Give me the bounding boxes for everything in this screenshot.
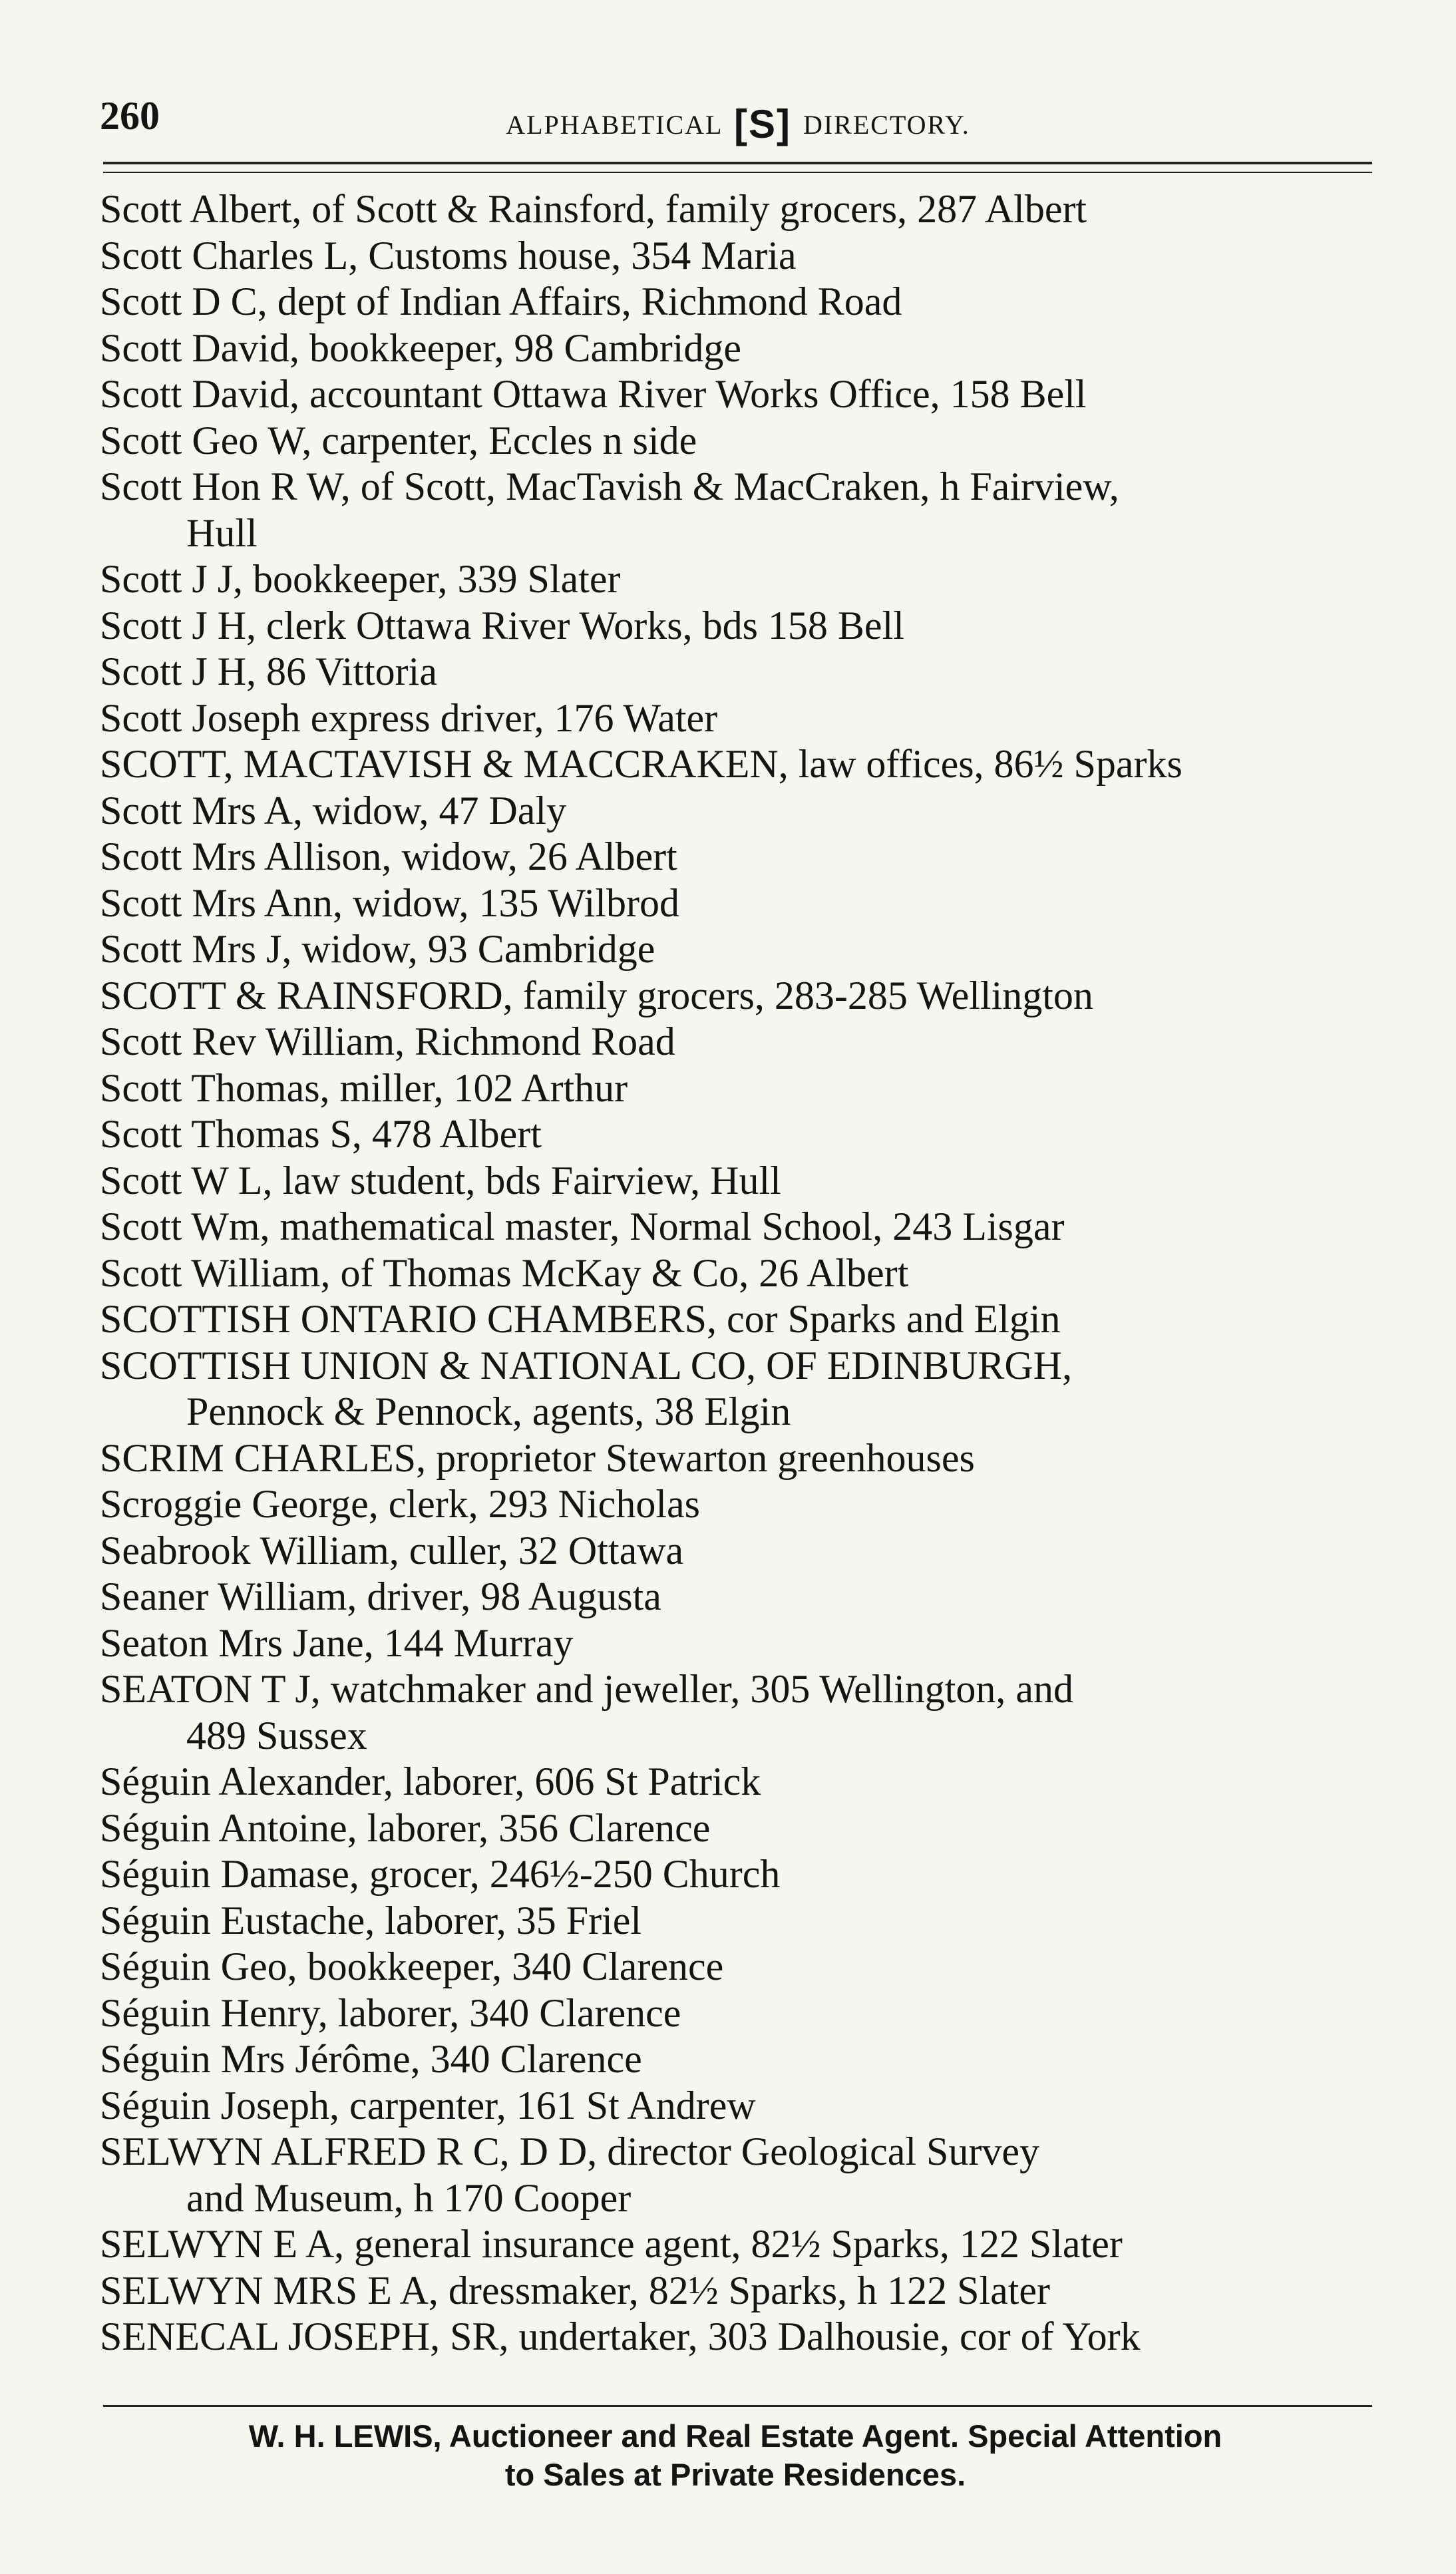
directory-entry	[100, 2083, 1391, 2129]
advertisement-footer	[80, 2417, 1391, 2494]
entry-text: Seaton Mrs Jane, 144 Murray	[100, 1620, 574, 1665]
entry-text: Scott Albert, of Scott & Rainsford, family grocers, 287 Albert	[100, 187, 1087, 231]
entry-text: Scott Wm, mathematical master, Normal School, 243 Lisgar	[100, 1204, 1065, 1248]
directory-entry	[100, 464, 1391, 556]
entry-text: SELWYN MRS E A, dressmaker, 82½ Sparks, h 122 Slater	[100, 2268, 1051, 2312]
entry-text: Scott D C, dept of Indian Affairs, Richmond Road	[100, 279, 902, 323]
directory-entry	[100, 371, 1391, 418]
directory-entry	[100, 695, 1391, 742]
directory-entry	[100, 1898, 1391, 1944]
entry-text: Scott Thomas, miller, 102 Arthur	[100, 1065, 628, 1110]
directory-entry	[100, 186, 1391, 233]
directory-entry	[100, 325, 1391, 372]
running-title-left: ALPHABETICAL	[506, 110, 722, 140]
entry-text: Scott Hon R W, of Scott, MacTavish & MacCraken, h Fairview,	[100, 464, 1119, 508]
entry-text: Séguin Henry, laborer, 340 Clarence	[100, 1990, 681, 2035]
entry-text: Scott David, accountant Ottawa River Works Office, 158 Bell	[100, 372, 1087, 416]
page-header	[100, 93, 1376, 146]
entry-text: Séguin Alexander, laborer, 606 St Patrick	[100, 1759, 761, 1803]
entry-text: Scott J H, clerk Ottawa River Works, bds 158 Bell	[100, 603, 904, 647]
entry-text: Seaner William, driver, 98 Augusta	[100, 1574, 661, 1618]
entry-text: Scott J J, bookkeeper, 339 Slater	[100, 557, 621, 601]
entry-text: Scott Thomas S, 478 Albert	[100, 1112, 542, 1156]
entry-text: SCRIM CHARLES, proprietor Stewarton greenhouses	[100, 1435, 975, 1480]
entry-text: Scroggie George, clerk, 293 Nicholas	[100, 1482, 700, 1526]
entry-text: SCOTTISH ONTARIO CHAMBERS, cor Sparks and Elgin	[100, 1297, 1061, 1341]
directory-entry	[100, 1666, 1391, 1759]
directory-entry	[100, 973, 1391, 1019]
running-title-right: DIRECTORY.	[803, 110, 970, 140]
directory-entry	[100, 1019, 1391, 1065]
entry-continuation: Hull	[186, 510, 258, 555]
advertisement-line-2: to Sales at Private Residences.	[504, 2457, 966, 2492]
directory-entry	[100, 2221, 1391, 2268]
directory-entry	[100, 1250, 1391, 1297]
entry-text: Scott Mrs A, widow, 47 Daly	[100, 788, 567, 832]
entry-text: Séguin Eustache, laborer, 35 Friel	[100, 1898, 642, 1942]
directory-entry	[100, 1065, 1391, 1112]
entry-text: SCOTTISH UNION & NATIONAL CO, OF EDINBURGH,	[100, 1343, 1073, 1387]
directory-entry	[100, 1343, 1391, 1435]
entry-text: Scott Mrs Allison, widow, 26 Albert	[100, 834, 677, 878]
directory-entry	[100, 1481, 1391, 1528]
directory-entry	[100, 1944, 1391, 1990]
directory-entry	[100, 1620, 1391, 1667]
directory-entry	[100, 2268, 1391, 2314]
directory-entry	[100, 788, 1391, 834]
directory-entry	[100, 1435, 1391, 1482]
section-letter: [S]	[733, 102, 791, 146]
page-number: 260	[100, 94, 160, 138]
directory-entry	[100, 2129, 1391, 2221]
entry-text: Scott J H, 86 Vittoria	[100, 649, 437, 693]
entry-text: Scott Rev William, Richmond Road	[100, 1019, 675, 1063]
directory-entry	[100, 834, 1391, 880]
directory-entry	[100, 1759, 1391, 1805]
entry-text: Scott Charles L, Customs house, 354 Maria	[100, 233, 797, 277]
entry-text: SCOTT & RAINSFORD, family grocers, 283-285 Wellington	[100, 973, 1093, 1017]
entry-text: Séguin Mrs Jérôme, 340 Clarence	[100, 2037, 642, 2081]
directory-entry	[100, 2314, 1391, 2360]
directory-entry	[100, 279, 1391, 325]
directory-entry	[100, 880, 1391, 927]
directory-entry	[100, 649, 1391, 695]
header-rule-thick	[103, 162, 1372, 164]
directory-entry	[100, 233, 1391, 279]
entry-text: SEATON T J, watchmaker and jeweller, 305 Wellington, and	[100, 1667, 1074, 1711]
entry-text: SELWYN E A, general insurance agent, 82½ Sparks, 122 Slater	[100, 2222, 1123, 2266]
entry-text: Scott Mrs J, widow, 93 Cambridge	[100, 927, 655, 971]
directory-entry	[100, 1204, 1391, 1250]
entry-text: Seabrook William, culler, 32 Ottawa	[100, 1528, 684, 1572]
directory-entry	[100, 2036, 1391, 2083]
directory-entry	[100, 1158, 1391, 1204]
entry-text: Scott William, of Thomas McKay & Co, 26 Albert	[100, 1250, 909, 1295]
header-rule-thin	[103, 172, 1372, 173]
entry-text: SENECAL JOSEPH, SR, undertaker, 303 Dalhousie, cor of York	[100, 2314, 1141, 2358]
advertisement-line-1: W. H. LEWIS, Auctioneer and Real Estate Agent. Special Attention	[248, 2418, 1222, 2454]
entry-text: Scott David, bookkeeper, 98 Cambridge	[100, 325, 742, 370]
entry-text: SCOTT, MACTAVISH & MACCRAKEN, law offices, 86½ Sparks	[100, 742, 1183, 786]
directory-entry	[100, 418, 1391, 464]
entry-text: Séguin Antoine, laborer, 356 Clarence	[100, 1805, 711, 1850]
directory-entry	[100, 1990, 1391, 2037]
directory-entry	[100, 1111, 1391, 1158]
entry-text: Séguin Damase, grocer, 246½-250 Church	[100, 1852, 781, 1896]
directory-entry	[100, 1805, 1391, 1852]
directory-entry	[100, 556, 1391, 603]
entry-continuation: and Museum, h 170 Cooper	[186, 2175, 632, 2220]
entry-text: Scott Geo W, carpenter, Eccles n side	[100, 418, 697, 462]
directory-entry	[100, 926, 1391, 973]
entry-text: SELWYN ALFRED R C, D D, director Geological Survey	[100, 2129, 1040, 2173]
directory-entry	[100, 1296, 1391, 1343]
directory-entry	[100, 1528, 1391, 1574]
entry-continuation: Pennock & Pennock, agents, 38 Elgin	[186, 1389, 791, 1433]
directory-entries	[100, 186, 1391, 2360]
footer-rule	[103, 2405, 1372, 2407]
entry-text: Scott Joseph express driver, 176 Water	[100, 695, 718, 740]
directory-entry	[100, 741, 1391, 788]
entry-text: Scott Mrs Ann, widow, 135 Wilbrod	[100, 880, 679, 925]
directory-entry	[100, 1851, 1391, 1898]
entry-text: Scott W L, law student, bds Fairview, Hull	[100, 1158, 781, 1202]
entry-text: Séguin Geo, bookkeeper, 340 Clarence	[100, 1944, 724, 1988]
directory-entry	[100, 603, 1391, 649]
entry-continuation: 489 Sussex	[186, 1713, 367, 1757]
running-title	[100, 101, 1376, 147]
entry-text: Séguin Joseph, carpenter, 161 St Andrew	[100, 2083, 756, 2127]
directory-entry	[100, 1574, 1391, 1620]
